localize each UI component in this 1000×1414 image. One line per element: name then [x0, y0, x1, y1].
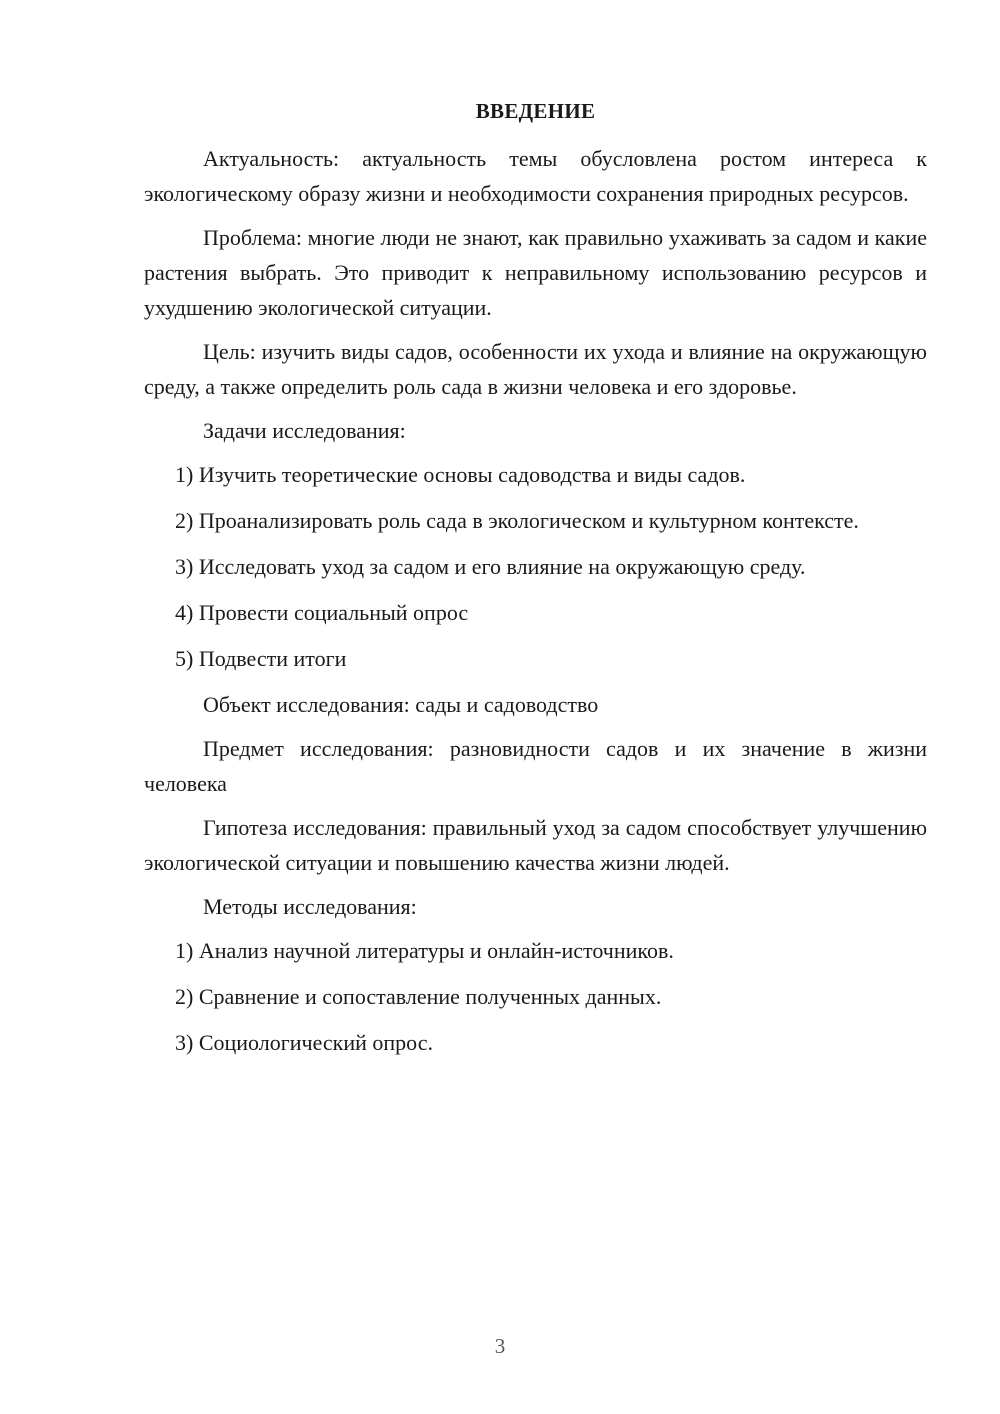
- hypothesis-paragraph: Гипотеза исследования: правильный уход за садом способствует улучшению экологической ситуации и повышению качества жизни людей.: [144, 815, 927, 875]
- page-body: [144, 96, 927, 1071]
- tasks-title: Задачи исследования:: [203, 418, 406, 443]
- methods-title: Методы исследования:: [203, 894, 417, 919]
- subject-paragraph: Предмет исследования: разновидности садов и их значение в жизни человека: [144, 736, 927, 796]
- goal-paragraph: Цель: изучить виды садов, особенности их ухода и влияние на окружающую среду, а также определить роль сада в жизни человека и его здоровье.: [144, 339, 927, 399]
- task-item-4: 4) Провести социальный опрос: [175, 600, 469, 625]
- method-item-2: 2) Сравнение и сопоставление полученных данных.: [175, 984, 662, 1009]
- object-paragraph: Объект исследования: сады и садоводство: [203, 692, 599, 717]
- task-item-2: 2) Проанализировать роль сада в экологическом и культурном контексте.: [175, 508, 859, 533]
- method-item-3: 3) Социологический опрос.: [175, 1030, 433, 1055]
- page-number: 3: [494, 1334, 506, 1358]
- method-item-1: 1) Анализ научной литературы и онлайн-источников.: [175, 938, 674, 963]
- relevance-paragraph: Актуальность: актуальность темы обусловлена ростом интереса к экологическому образу жизни и необходимости сохранения природных ресурсов.: [144, 146, 927, 206]
- task-item-3: 3) Исследовать уход за садом и его влияние на окружающую среду.: [175, 554, 806, 579]
- task-item-1: 1) Изучить теоретические основы садоводства и виды садов.: [175, 462, 746, 487]
- task-item-5: 5) Подвести итоги: [175, 646, 347, 671]
- problem-paragraph: Проблема: многие люди не знают, как правильно ухаживать за садом и какие растения выбрать. Это приводит к неправильному использованию ресурсов и ухудшению экологической ситуации.: [144, 225, 927, 320]
- section-heading: ВВЕДЕНИЕ: [475, 99, 596, 123]
